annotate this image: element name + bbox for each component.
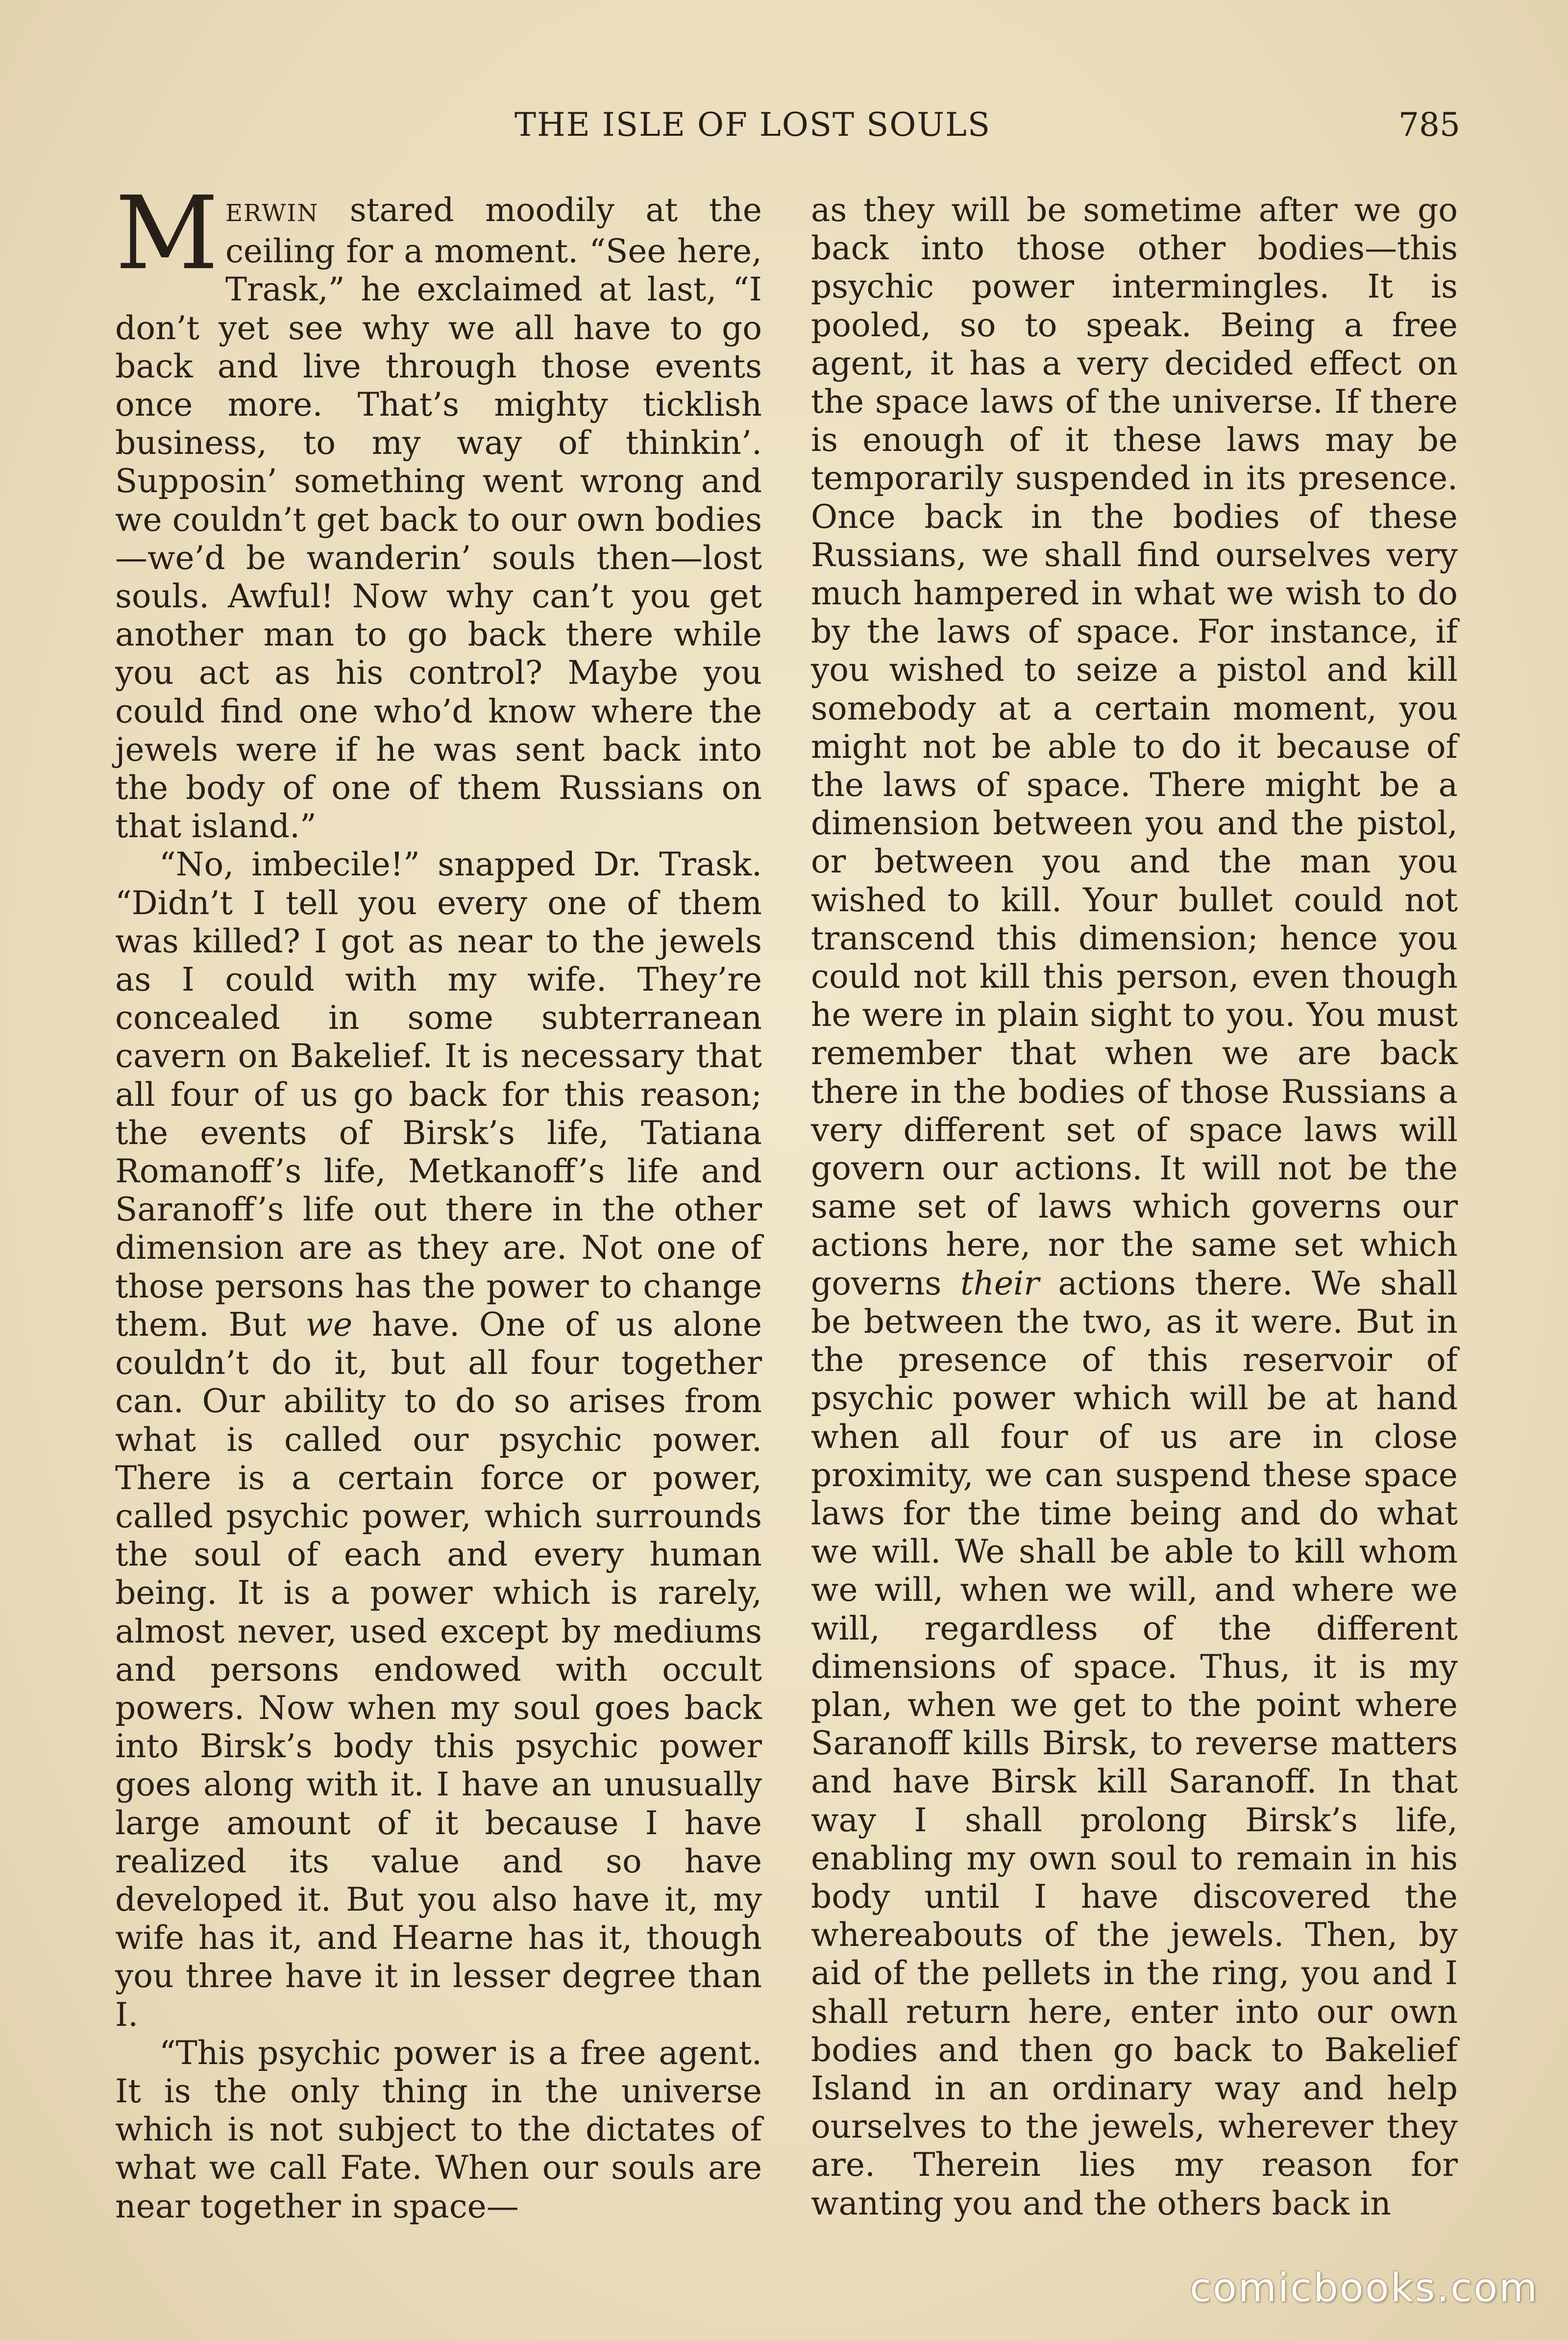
left-column xyxy=(115,174,762,2226)
paragraph-text: stared moodily at the ceiling for a moment. “See here, Trask,” he exclaimed at last, “I don’t yet see why we all have to go back and live through those events once more. That’s mighty ticklish business, to my way of thinkin’. Supposin’ something went wrong and we couldn’t get back to our own bodies—we’d be wanderin’ souls then—lost souls. Awful! Now why can’t you get another man to go back there while you act as his control? Maybe you could find one who’d know where the jewels were if he was sent back into the body of one of them Russians on that island.” xyxy=(115,191,762,846)
paragraph-trask-reply xyxy=(115,846,762,2034)
paragraph-text: as they will be sometime after we go back into those other bodies—this psychic power intermingles. It is pooled, so to speak. Being a free agent, it has a very decided effect on the space laws of the universe. If there is enough of it these laws may be temporarily suspended in its presence. Once back in the bodies of these Russians, we shall find ourselves very much hampered in what we wish to do by the laws of space. For instance, if you wished to seize a pistol and kill somebody at a certain moment, you might not be able to do it because of the laws of space. There might be a dimension between you and the pistol, or between you and the man you wished to kill. Your bullet could not transcend this dimension; hence you could not kill this person, even though he were in plain sight to you. You must remember that when we are back there in the bodies of those Russians a very different set of space laws will govern our actions. It will not be the same set of laws which governs our actions here, nor the same set which governs xyxy=(811,191,1458,1302)
paragraph-text: “No, imbecile!” snapped Dr. Trask. “Didn’t I tell you every one of them was killed? I got as near to the jewels as I could with my wife. They’re concealed in some subterranean cavern on Bakelief. It is necessary that all four of us go back for this reason; the events of Birsk’s life, Tatiana Romanoff’s life, Metkanoff’s life and Saranoff’s life out there in the other dimension are as they are. Not one of those persons has the power to change them. But xyxy=(115,846,762,1344)
right-column xyxy=(811,191,1458,2223)
italic-word: their xyxy=(960,1264,1039,1302)
paragraph-psychic-power: “This psychic power is a free agent. It is the only thing in the universe which is not subject to the dictates of what we call Fate. When our souls are near together in space— xyxy=(115,2034,762,2225)
italic-word: we xyxy=(305,1305,353,1344)
page-number: 785 xyxy=(1398,106,1460,144)
small-caps-lead: ERWIN xyxy=(225,199,319,227)
paragraph-text: have. One of us alone couldn’t do it, but all four together can. Our ability to do so arises from what is called our psychic power. There is a certain force or power, called psychic power, which surrounds the soul of each and every human being. It is a power which is rarely, almost never, used except by mediums and persons endowed with occult powers. Now when my soul goes back into Birsk’s body this psychic power goes along with it. I have an unusually large amount of it because I have realized its value and so have developed it. But you also have it, my wife has it, and Hearne has it, though you three have it in lesser degree than I. xyxy=(115,1305,762,2034)
paragraph-merwin xyxy=(115,174,762,846)
page-header xyxy=(0,98,1568,152)
running-title: THE ISLE OF LOST SOULS xyxy=(514,106,991,144)
paragraph-text: actions there. We shall be between the two, as it were. But in the presence of this reservoir of psychic power which will be at hand when all four of us are in close proximity, we can suspend these space laws for the time being and do what we will. We shall be able to kill whom we will, when we will, and where we will, regardless of the different dimensions of space. Thus, it is my plan, when we get to the point where Saranoff kills Birsk, to reverse matters and have Birsk kill Saranoff. In that way I shall prolong Birsk’s life, enabling my own soul to remain in his body until I have discovered the whereabouts of the jewels. Then, by aid of the pellets in the ring, you and I shall return here, enter into our own bodies and then go back to Bakelief Island in an ordinary way and help ourselves to the jewels, wherever they are. Therein lies my reason for wanting you and the others back in xyxy=(811,1264,1458,2222)
drop-cap: M xyxy=(115,174,219,292)
paragraph-continued xyxy=(811,191,1458,2223)
site-watermark: comicbooks.com xyxy=(1189,2265,1539,2311)
